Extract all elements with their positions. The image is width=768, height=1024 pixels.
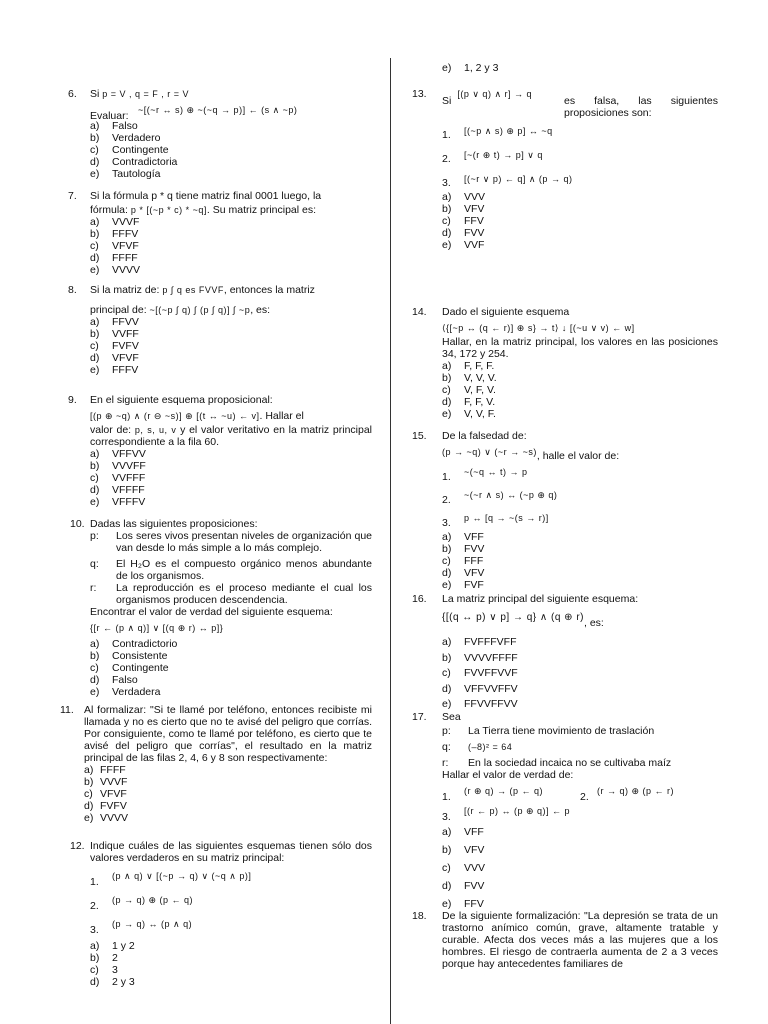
scheme-2: 2. (p → q) ⊕ (p ← q): [90, 895, 194, 912]
option-d: d) VFFFF: [90, 484, 145, 496]
proposition-q: q: (–8)² = 64: [442, 741, 513, 753]
option-a: a) VFFVV: [90, 448, 146, 460]
question-number: 9.: [68, 394, 77, 406]
option-b: b) VVVF: [84, 776, 128, 788]
question-12-option-e: [412, 62, 718, 74]
question-text-4: y el valor veritativo en la matriz principal correspondiente a la fila 60.: [90, 424, 373, 448]
question-text-2: , es:: [584, 617, 604, 629]
formula-2: ~[(~p ∫ q) ∫ (p ∫ q)] ∫ ~p: [149, 305, 251, 315]
si-label: Si: [442, 95, 452, 107]
question-text: La matriz principal del siguiente esquema:: [442, 593, 639, 605]
option-b: b) VVVFF: [90, 460, 146, 472]
expression-2: 2. ~(~r ∧ s) ↔ (~p ⊕ q): [442, 490, 558, 506]
question-text: De la falsedad de:: [442, 430, 527, 442]
option-a: a) VVVF: [90, 216, 140, 228]
option-e: e) VVF: [442, 239, 485, 251]
question-text: Dado el siguiente esquema: [442, 306, 570, 318]
question-number: 6.: [68, 88, 77, 100]
option-a: a) FFFF: [84, 764, 126, 776]
option-d: d) FVV: [442, 880, 485, 892]
question-text: Dadas las siguientes proposiciones:: [90, 518, 258, 530]
question-number: 13.: [412, 88, 427, 100]
question-17: [412, 711, 718, 913]
option-c: c) V, F, V.: [442, 384, 496, 396]
expression-1: 1. ~(~q ↔ t) → p: [442, 467, 528, 483]
option-e: e) FFFV: [90, 364, 139, 376]
option-b: b) VFV: [442, 844, 485, 856]
option-e: e) VFFFV: [90, 496, 146, 508]
right-column: [412, 0, 718, 1024]
question-text: De la siguiente formalización: "La depresión se trata de un trastorno anímico común, grave, altamente tratable y curable. Afecta dos veces más a las mujeres que a los hombres. El riesgo de contraerla aumenta de 2 a 3 veces porque hay antecedentes familiares de: [442, 910, 718, 970]
question-text-3: principal de:: [90, 304, 147, 316]
question-text-2: . Hallar el: [259, 410, 304, 422]
question-text: Si la fórmula p * q tiene matriz final 0001 luego, la: [90, 190, 322, 202]
option-c: c) Contingente: [90, 144, 169, 156]
scheme-3: 3. (p → q) ↔ (p ∧ q): [90, 919, 193, 936]
option-c: c) VFVF: [90, 240, 139, 252]
scheme-1: 1. (p ∧ q) ∨ [(~p → q) ∨ (~q ∧ p)]: [90, 871, 252, 888]
option-b: b) VVFF: [90, 328, 139, 340]
option-a: a) VVV: [442, 191, 486, 203]
formula: ~[(~r ↔ s) ⊕ ~(~q → p)] ← (s ∧ ~p): [138, 105, 298, 115]
option-e: e) Verdadera: [90, 686, 161, 698]
option-d: d) 2 y 3: [90, 976, 135, 988]
proposition-p: p: La Tierra tiene movimiento de traslación: [442, 725, 655, 737]
option-e: e) V, V, F.: [442, 408, 496, 420]
left-column: [60, 0, 372, 1024]
question-text: Si la matriz de:: [90, 284, 160, 296]
option-a: a) Contradictorio: [90, 638, 178, 650]
question-number: 8.: [68, 284, 77, 296]
option-c: c) FFV: [442, 215, 484, 227]
option-a: a) VFF: [442, 826, 484, 838]
question-8: [60, 284, 372, 376]
option-d: d) F, F, V.: [442, 396, 496, 408]
question-text-2: , halle el valor de:: [536, 450, 620, 462]
option-a: a) 1 y 2: [90, 940, 135, 952]
question-15: [412, 430, 718, 591]
question-text-4: , es:: [250, 304, 271, 316]
option-b: b) VFV: [442, 203, 485, 215]
proposition-r: r: En la sociedad incaica no se cultivaba maíz: [442, 757, 672, 769]
option-b: b) Verdadero: [90, 132, 161, 144]
option-e: e) FFV: [442, 898, 484, 910]
option-d: d) FVV: [442, 227, 485, 239]
question-text-2: , entonces la matriz: [223, 284, 315, 296]
option-b: b) VVVVFFFF: [442, 651, 518, 664]
question-number: 7.: [68, 190, 77, 202]
formula: {[r ← (p ∧ q)] ∨ [(q ⊕ r) ↔ p]}: [90, 623, 224, 633]
question-7: [60, 190, 372, 276]
question-number: 17.: [412, 711, 427, 723]
option-d: d) VFV: [442, 567, 485, 579]
expression-3: 3. p ↔ [q → ~(s → r)]: [442, 513, 549, 529]
question-6: [60, 88, 372, 180]
formula: {[(q ↔ p) ∨ p] → q} ∧ (q ⊕ r): [442, 612, 584, 623]
si-label: Si: [90, 88, 100, 100]
option-c: c) FVFV: [90, 340, 139, 352]
option-e: e) 1, 2 y 3: [442, 62, 499, 74]
question-16: [412, 593, 718, 713]
question-text-2: Encontrar el valor de verdad del siguiente esquema:: [90, 606, 333, 618]
option-a: a) VFF: [442, 531, 484, 543]
option-d: d) VFFVVFFV: [442, 682, 518, 695]
question-10: [60, 518, 372, 698]
given-values: p = V , q = F , r = V: [102, 89, 190, 99]
formula: ⟨{[~p ↔ (q ← r)] ⊕ s} → t⟩ ↓ [(~u ∨ v) ← w]: [442, 323, 635, 333]
question-text: Hallar el valor de verdad de:: [442, 769, 574, 781]
evaluar-label: Evaluar:: [90, 110, 129, 122]
option-b: b) Consistente: [90, 650, 168, 662]
option-d: d) FFFF: [90, 252, 138, 264]
question-12: [60, 840, 372, 988]
option-e: e) Tautología: [90, 168, 161, 180]
question-number: 14.: [412, 306, 427, 318]
option-b: b) 2: [90, 952, 118, 964]
option-c: c) VFVF: [84, 788, 127, 800]
option-c: c) 3: [90, 964, 118, 976]
option-b: b) V, V, V.: [442, 372, 497, 384]
question-number: 16.: [412, 593, 427, 605]
option-c: c) FVVFFVVF: [442, 667, 518, 679]
option-d: d) VFVF: [90, 352, 139, 364]
formula: p * [(~p * c) * ~q]: [130, 205, 207, 215]
option-e: e) VVVV: [90, 264, 141, 276]
question-11: [60, 704, 372, 824]
option-a: a) F, F, F.: [442, 360, 495, 372]
formula: (p → ~q) ∨ (~r → ~s): [442, 447, 537, 457]
option-a: a) FFVV: [90, 316, 139, 328]
question-number: 18.: [412, 910, 427, 922]
question-number: 10.: [70, 518, 85, 530]
option-c: c) Contingente: [90, 662, 169, 674]
option-a: a) FVFFFVFF: [442, 636, 517, 648]
question-text-3: valor de:: [90, 424, 132, 436]
question-9: [60, 394, 372, 508]
formula: [(p ∨ q) ∧ r] → q: [457, 89, 533, 99]
proposition-3: 3. [(~r ∨ p) ← q] ∧ (p → q): [442, 174, 573, 189]
formula: [(p ⊕ ~q) ∧ (r ⊖ ~s)] ⊕ [(t ↔ ~u) ← v]: [90, 411, 260, 421]
option-e: e) VVVV: [84, 812, 129, 824]
proposition-1: 1. [(~p ∧ s) ⊕ p] ↔ ~q: [442, 126, 553, 141]
column-divider: [390, 58, 391, 1024]
option-d: d) Contradictoria: [90, 156, 178, 168]
variables: p, s, u, v: [134, 425, 177, 435]
question-text: es falsa, las siguientes proposiciones son:: [564, 95, 718, 119]
option-c: c) FFF: [442, 555, 484, 567]
option-a: a) Falso: [90, 120, 138, 132]
option-d: d) FVFV: [84, 800, 127, 812]
question-text-2: . Su matriz principal es:: [206, 204, 317, 216]
expression-3: 3. [(r ← p) ↔ (p ⊕ q)] ← p: [442, 806, 571, 823]
expressions-1-2: 1. (r ⊕ q) → (p ← q) 2. (r → q) ⊕ (p ← r): [442, 786, 675, 803]
sea-label: Sea: [442, 711, 461, 723]
formula-label: fórmula:: [90, 204, 128, 216]
option-c: c) VVFFF: [90, 472, 146, 484]
option-b: b) FVV: [442, 543, 485, 555]
question-number: 11.: [60, 704, 74, 716]
question-text: En el siguiente esquema proposicional:: [90, 394, 273, 406]
formula-1: p ∫ q es FVVF: [162, 285, 224, 295]
option-b: b) FFFV: [90, 228, 139, 240]
question-text: Indique cuáles de las siguientes esquemas tienen sólo dos valores verdaderos en su matriz principal:: [90, 840, 372, 864]
question-13: [412, 88, 718, 251]
proposition-q: q: El H₂O es el compuesto orgánico menos abundante de los organismos.: [90, 558, 372, 582]
option-e: e) FFVVFFVV: [442, 698, 518, 710]
question-number: 12.: [70, 840, 85, 852]
option-d: d) Falso: [90, 674, 138, 686]
proposition-p: p: Los seres vivos presentan niveles de organización que van desde lo más simple a lo más complejo.: [90, 530, 372, 554]
question-14: [412, 306, 718, 420]
proposition-2: 2. [~(r ⊕ t) → p] ∨ q: [442, 150, 543, 165]
question-number: 15.: [412, 430, 427, 442]
question-text: Al formalizar: "Si te llamé por teléfono, entonces recibiste mi llamada y no es cierto que no te avisé del peligro que corrías. Por consiguiente, como te llamé por teléfono, es cierto que te avisé del peligro que corrías", el resultado en la matriz principal de las filas 2, 4, 6 y 8 son respectivamente:: [84, 704, 372, 764]
question-text-2: Hallar, en la matriz principal, los valores en las posiciones 34, 172 y 254.: [442, 336, 718, 360]
option-c: c) VVV: [442, 862, 486, 874]
option-e: e) FVF: [442, 579, 484, 591]
question-18: [412, 910, 718, 970]
proposition-r: r: La reproducción es el proceso mediante el cual los organismos producen descendencia.: [90, 582, 372, 606]
